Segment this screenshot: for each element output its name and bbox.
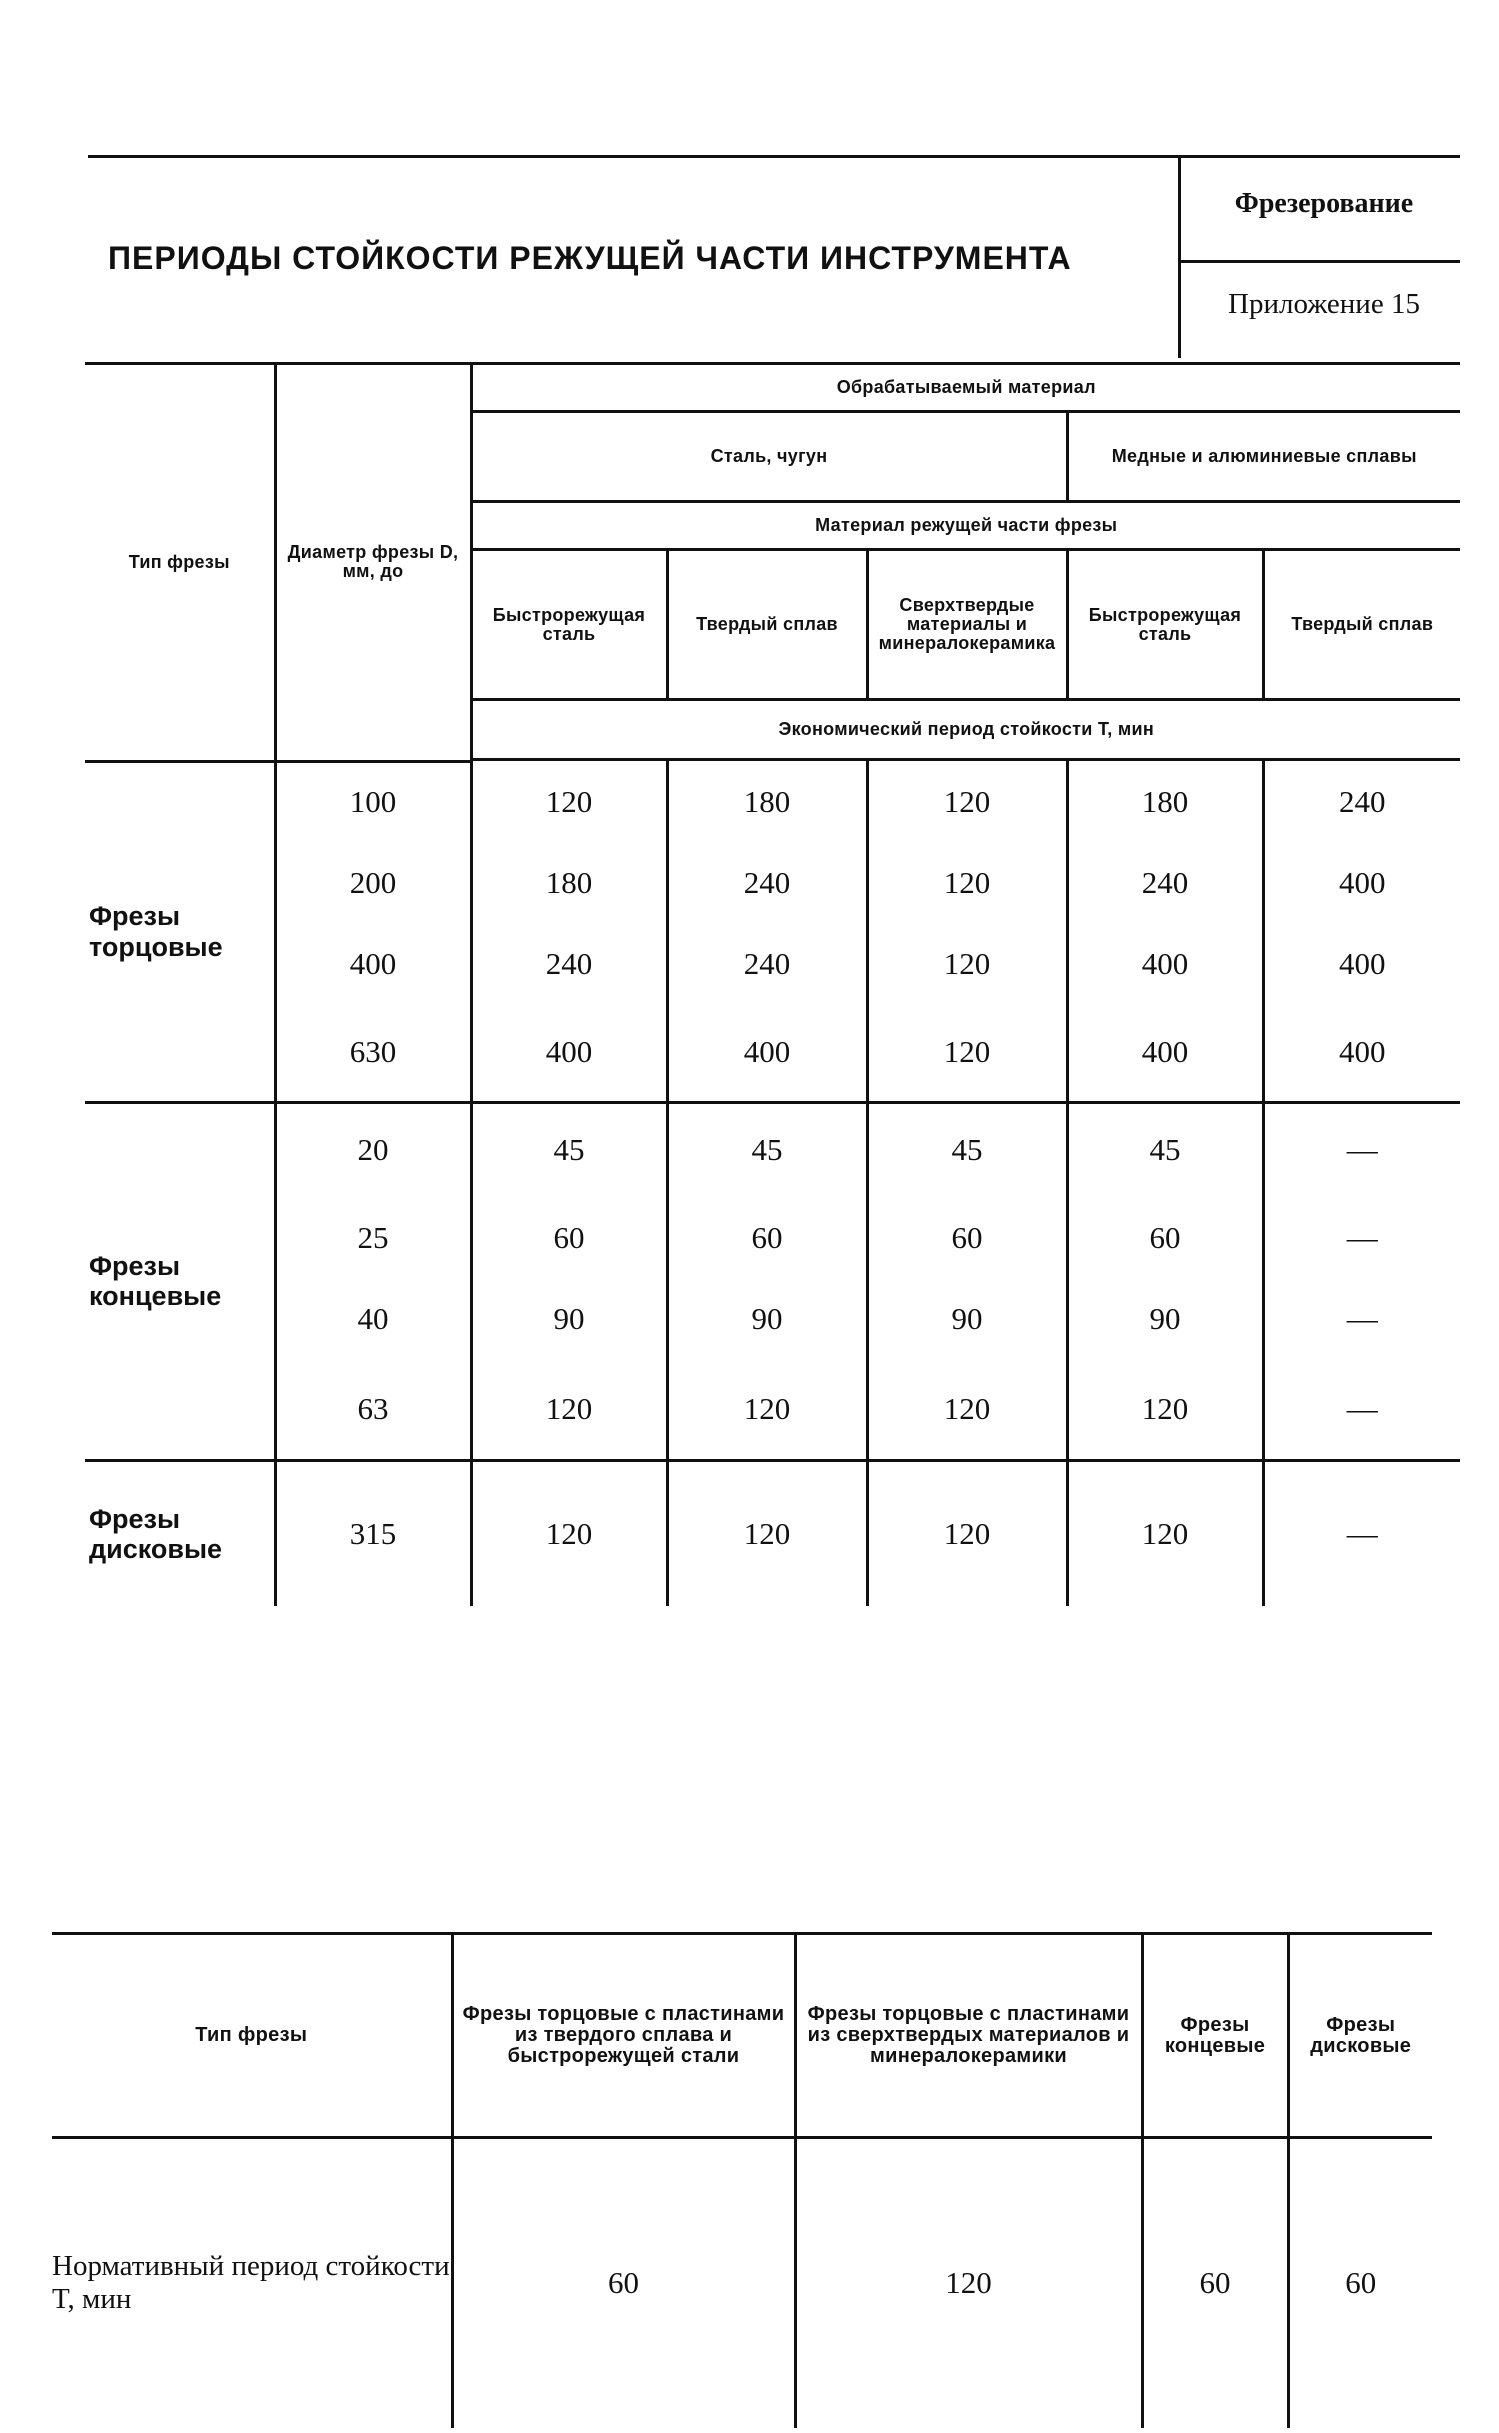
table-row (85, 842, 1460, 923)
norm-col-header: Фрезы торцовые с пластинами из твердого сплава и быстрорежущей стали (452, 1934, 795, 2138)
value-cell: 180 (667, 761, 867, 842)
superhard-header: Сверхтвердые материалы и минералокерамика (867, 550, 1067, 700)
value-cell: 120 (471, 1460, 667, 1606)
norm-type-header: Тип фрезы (52, 1934, 452, 2138)
diameter-cell: 100 (275, 761, 471, 842)
tool-life-table (85, 362, 1460, 1606)
table-row (85, 761, 1460, 842)
economic-period-header: Экономический период стойкости T, мин (471, 700, 1460, 760)
value-cell: 60 (471, 1197, 667, 1278)
section-label: Фрезерование (1234, 188, 1414, 219)
value-cell: — (1263, 1197, 1460, 1278)
norm-col-header: Фрезы торцовые с пластинами из сверхтвердых материалов и минералокерамики (795, 1934, 1142, 2138)
processed-material-header: Обрабатываемый материал (471, 364, 1460, 412)
table-row (85, 1102, 1460, 1197)
value-cell: 60 (667, 1197, 867, 1278)
value-cell: 400 (1263, 923, 1460, 1004)
value-cell: 120 (1067, 1460, 1263, 1606)
diameter-cell: 200 (275, 842, 471, 923)
diameter-cell: 315 (275, 1460, 471, 1606)
table-row (85, 1004, 1460, 1102)
page-title: ПЕРИОДЫ СТОЙКОСТИ РЕЖУЩЕЙ ЧАСТИ ИНСТРУМЕНТА (108, 240, 1072, 276)
cutting-material-header: Материал режущей части фрезы (471, 502, 1460, 550)
table-row (85, 1278, 1460, 1359)
hard-alloy-header-2: Твердый сплав (1263, 550, 1460, 700)
value-cell: 90 (471, 1278, 667, 1359)
value-cell: 60 (1067, 1197, 1263, 1278)
steel-cast-iron-header: Сталь, чугун (471, 412, 1067, 502)
group-label-face-mills: Фрезы торцовые (85, 761, 275, 1102)
value-cell: 120 (667, 1359, 867, 1460)
value-cell: 60 (452, 2138, 795, 2428)
table-row (85, 1460, 1460, 1606)
value-cell: 240 (667, 842, 867, 923)
value-cell: 400 (1067, 923, 1263, 1004)
value-cell: 180 (1067, 761, 1263, 842)
diameter-cell: 400 (275, 923, 471, 1004)
value-cell: 60 (1288, 2138, 1432, 2428)
value-cell: 90 (867, 1278, 1067, 1359)
value-cell: 90 (667, 1278, 867, 1359)
value-cell: 180 (471, 842, 667, 923)
hss-header-2: Быстрорежущая сталь (1067, 550, 1263, 700)
group-label-disc-mills: Фрезы дисковые (89, 1503, 223, 1564)
value-cell: 120 (867, 842, 1067, 923)
diameter-cell: 40 (275, 1278, 471, 1359)
table-row (85, 923, 1460, 1004)
value-cell: 240 (667, 923, 867, 1004)
value-cell: 120 (471, 1359, 667, 1460)
value-cell: 120 (667, 1460, 867, 1606)
value-cell: 400 (1263, 1004, 1460, 1102)
table-row (85, 1359, 1460, 1460)
table-row (52, 2138, 1432, 2428)
value-cell: 400 (471, 1004, 667, 1102)
value-cell: 240 (471, 923, 667, 1004)
hard-alloy-header-1: Твердый сплав (667, 550, 867, 700)
header-divider (1178, 158, 1181, 358)
diameter-cell: 25 (275, 1197, 471, 1278)
diameter-column-header: Диаметр фрезы D, мм, до (275, 364, 471, 762)
hss-header-1: Быстрорежущая сталь (471, 550, 667, 700)
value-cell: — (1263, 1278, 1460, 1359)
value-cell: — (1263, 1359, 1460, 1460)
value-cell: 45 (867, 1102, 1067, 1197)
table-row (85, 1197, 1460, 1278)
type-column-header: Тип фрезы (85, 364, 275, 762)
value-cell: 90 (1067, 1278, 1263, 1359)
normative-period-table (52, 1932, 1432, 2428)
value-cell: 120 (1067, 1359, 1263, 1460)
value-cell: — (1263, 1460, 1460, 1606)
value-cell: 400 (1067, 1004, 1263, 1102)
norm-col-header: Фрезы дисковые (1288, 1934, 1432, 2138)
value-cell: 120 (867, 1460, 1067, 1606)
value-cell: 45 (471, 1102, 667, 1197)
value-cell: 120 (867, 923, 1067, 1004)
value-cell: 120 (795, 2138, 1142, 2428)
value-cell: 400 (1263, 842, 1460, 923)
norm-col-header: Фрезы концевые (1142, 1934, 1288, 2138)
diameter-cell: 630 (275, 1004, 471, 1102)
value-cell: 400 (667, 1004, 867, 1102)
group-label-end-mills: Фрезы концевые (85, 1102, 275, 1460)
value-cell: 45 (667, 1102, 867, 1197)
value-cell: 240 (1263, 761, 1460, 842)
value-cell: 120 (867, 1004, 1067, 1102)
norm-row-label: Нормативный период стойкости T, мин (52, 2249, 450, 2316)
diameter-cell: 20 (275, 1102, 471, 1197)
value-cell: 240 (1067, 842, 1263, 923)
appendix-label: Приложение 15 (1228, 288, 1420, 320)
value-cell: — (1263, 1102, 1460, 1197)
value-cell: 120 (471, 761, 667, 842)
value-cell: 120 (867, 761, 1067, 842)
value-cell: 60 (867, 1197, 1067, 1278)
header-divider-horizontal (1181, 260, 1460, 263)
value-cell: 60 (1142, 2138, 1288, 2428)
value-cell: 45 (1067, 1102, 1263, 1197)
copper-aluminum-header: Медные и алюминиевые сплавы (1067, 412, 1460, 502)
value-cell: 120 (867, 1359, 1067, 1460)
page-header (88, 155, 1460, 358)
diameter-cell: 63 (275, 1359, 471, 1460)
